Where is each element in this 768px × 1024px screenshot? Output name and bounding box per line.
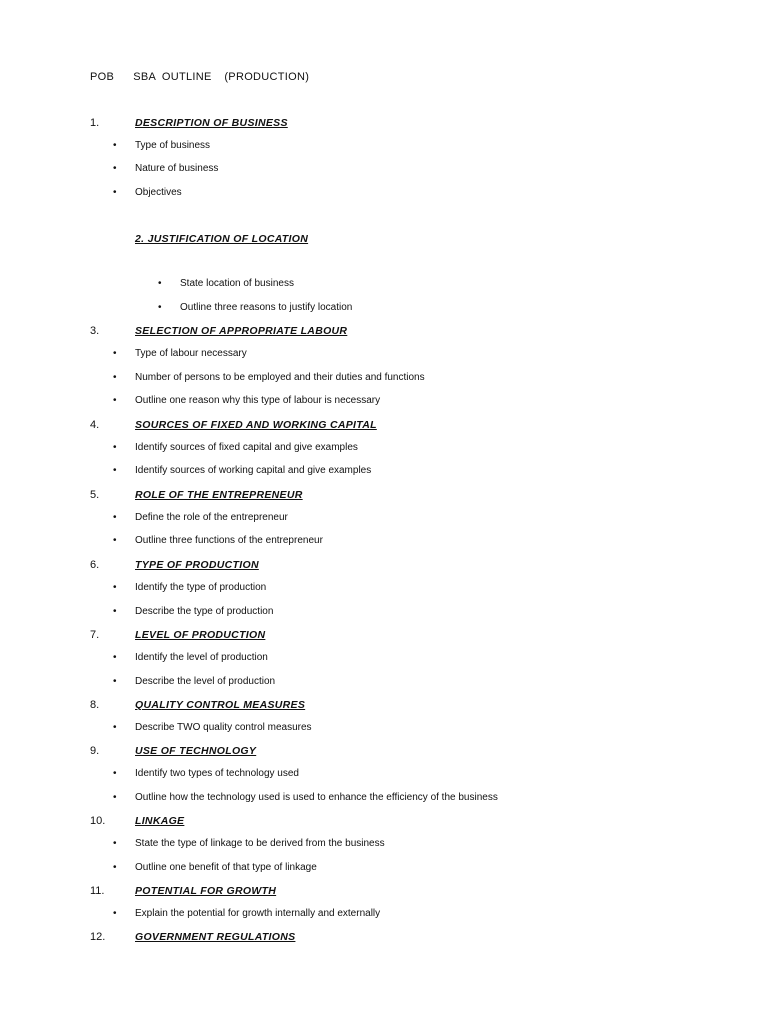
list-item: Identify the level of production <box>135 652 268 663</box>
section-heading: SELECTION OF APPROPRIATE LABOUR <box>135 325 348 337</box>
list-item: Nature of business <box>135 163 219 174</box>
list-item: State the type of linkage to be derived from the business <box>135 838 385 849</box>
section-heading: ROLE OF THE ENTREPRENEUR <box>135 489 303 501</box>
bullet-icon: • <box>113 652 117 663</box>
list-item: State location of business <box>180 278 294 289</box>
bullet-icon: • <box>113 465 117 476</box>
bullet-icon: • <box>113 838 117 849</box>
section-number: 4. <box>90 419 100 431</box>
list-item: Identify sources of working capital and give examples <box>135 465 372 476</box>
list-item: Outline three reasons to justify location <box>180 302 353 313</box>
section-heading: QUALITY CONTROL MEASURES <box>135 699 306 711</box>
list-item: Type of labour necessary <box>135 348 247 359</box>
bullet-icon: • <box>113 582 117 593</box>
bullet-icon: • <box>113 442 117 453</box>
bullet-icon: • <box>113 676 117 687</box>
section-number: 6. <box>90 559 100 571</box>
section-heading: SOURCES OF FIXED AND WORKING CAPITAL <box>135 419 377 431</box>
section-number: 8. <box>90 699 100 711</box>
list-item: Describe the level of production <box>135 676 276 687</box>
section-heading: GOVERNMENT REGULATIONS <box>135 931 296 943</box>
section-number: 12. <box>90 931 106 943</box>
bullet-icon: • <box>113 187 117 198</box>
section-heading: POTENTIAL FOR GROWTH <box>135 885 277 897</box>
bullet-icon: • <box>158 302 162 313</box>
bullet-icon: • <box>113 395 117 406</box>
bullet-icon: • <box>113 535 117 546</box>
section-number: 9. <box>90 745 100 757</box>
document-title: POB SBA OUTLINE (PRODUCTION) <box>90 71 310 83</box>
section-number: 5. <box>90 489 100 501</box>
section-number: 7. <box>90 629 100 641</box>
bullet-icon: • <box>113 722 117 733</box>
list-item: Outline one benefit of that type of linkage <box>135 862 317 873</box>
list-item: Define the role of the entrepreneur <box>135 512 288 523</box>
list-item: Number of persons to be employed and their duties and functions <box>135 372 425 383</box>
section-heading: 2. JUSTIFICATION OF LOCATION <box>135 233 309 245</box>
bullet-icon: • <box>113 372 117 383</box>
list-item: Identify two types of technology used <box>135 768 299 779</box>
section-heading: LEVEL OF PRODUCTION <box>135 629 266 641</box>
bullet-icon: • <box>113 348 117 359</box>
section-heading: LINKAGE <box>135 815 185 827</box>
list-item: Identify the type of production <box>135 582 267 593</box>
list-item: Identify sources of fixed capital and give examples <box>135 442 358 453</box>
section-heading: TYPE OF PRODUCTION <box>135 559 259 571</box>
bullet-icon: • <box>113 768 117 779</box>
list-item: Outline how the technology used is used to enhance the efficiency of the business <box>135 792 498 803</box>
section-heading: DESCRIPTION OF BUSINESS <box>135 117 288 129</box>
list-item: Outline three functions of the entrepreneur <box>135 535 323 546</box>
bullet-icon: • <box>158 278 162 289</box>
list-item: Outline one reason why this type of labour is necessary <box>135 395 381 406</box>
list-item: Describe the type of production <box>135 606 274 617</box>
bullet-icon: • <box>113 140 117 151</box>
section-heading: USE OF TECHNOLOGY <box>135 745 257 757</box>
bullet-icon: • <box>113 163 117 174</box>
bullet-icon: • <box>113 606 117 617</box>
list-item: Type of business <box>135 140 211 151</box>
bullet-icon: • <box>113 908 117 919</box>
list-item: Objectives <box>135 187 182 198</box>
list-item: Explain the potential for growth internally and externally <box>135 908 381 919</box>
section-number: 10. <box>90 815 106 827</box>
section-number: 1. <box>90 117 100 129</box>
section-number: 3. <box>90 325 100 337</box>
list-item: Describe TWO quality control measures <box>135 722 312 733</box>
bullet-icon: • <box>113 862 117 873</box>
bullet-icon: • <box>113 792 117 803</box>
section-number: 11. <box>90 885 105 897</box>
bullet-icon: • <box>113 512 117 523</box>
